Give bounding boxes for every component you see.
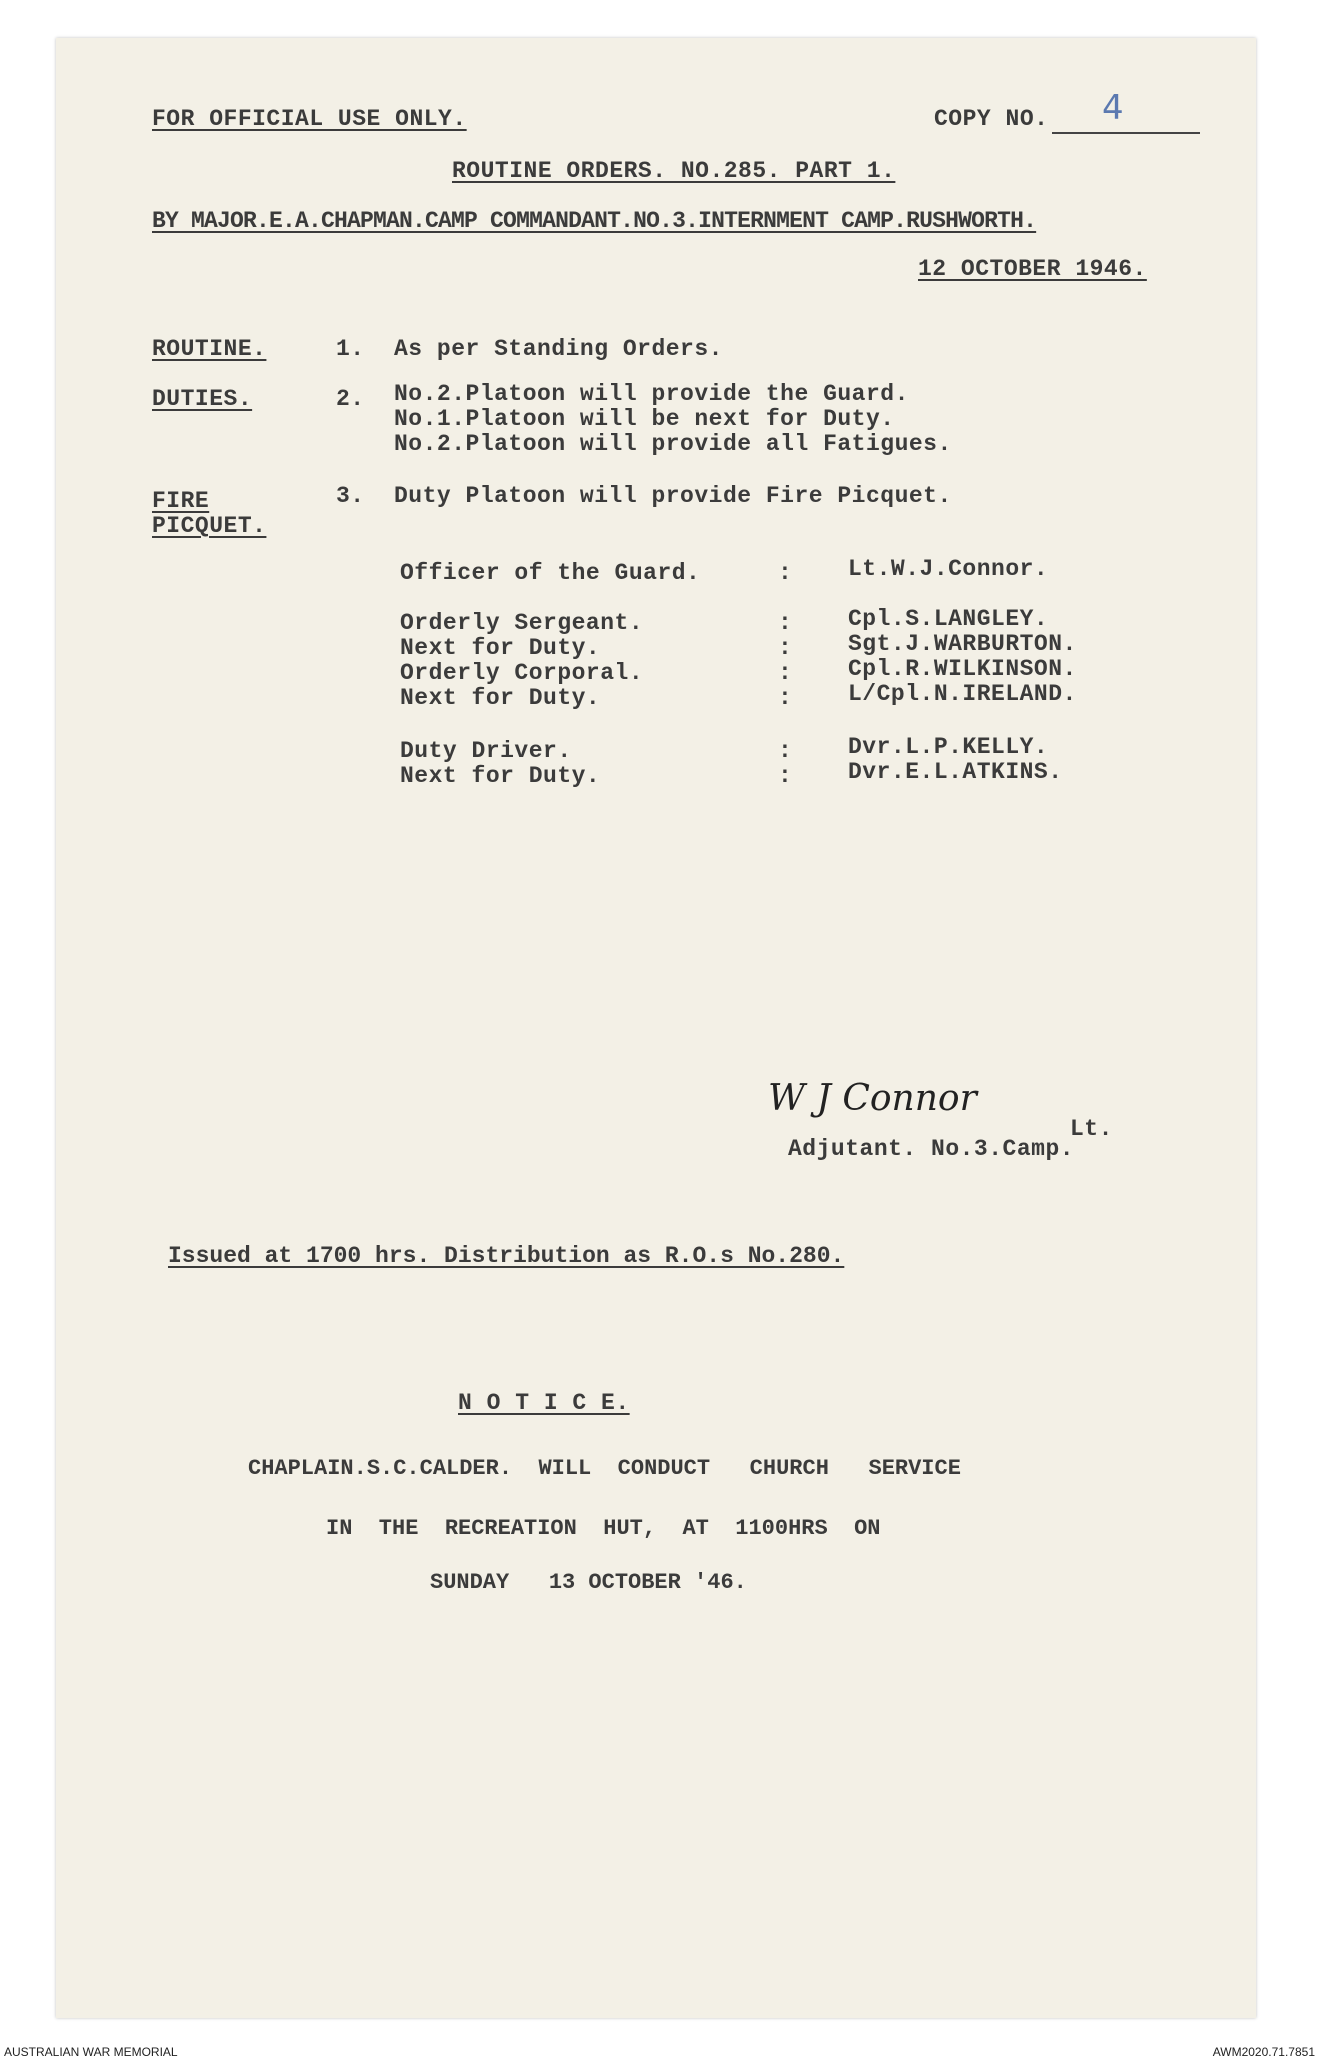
copy-number-line xyxy=(1052,132,1200,134)
notice-heading: N O T I C E. xyxy=(458,1390,630,1416)
roster-separator: : xyxy=(778,560,793,586)
copy-number-value: 4 xyxy=(1102,88,1124,128)
roster-role: Next for Duty. xyxy=(400,685,601,711)
roster-separator: : xyxy=(778,685,793,711)
document-date: 12 OCTOBER 1946. xyxy=(918,256,1147,282)
roster-name: L/Cpl.N.IRELAND. xyxy=(848,681,1077,707)
routine-number: 1. xyxy=(336,336,365,362)
roster-role: Officer of the Guard. xyxy=(400,560,701,586)
document-title: ROUTINE ORDERS. NO.285. PART 1. xyxy=(452,158,896,184)
footer-source: AUSTRALIAN WAR MEMORIAL xyxy=(4,2045,178,2059)
roster-separator: : xyxy=(778,660,793,686)
roster-name: Cpl.R.WILKINSON. xyxy=(848,656,1077,682)
fire-number: 3. xyxy=(336,483,365,509)
roster-role: Orderly Corporal. xyxy=(400,660,644,686)
roster-name: Cpl.S.LANGLEY. xyxy=(848,606,1049,632)
duties-line: No.2.Platoon will provide the Guard. xyxy=(394,381,909,407)
duties-line: No.1.Platoon will be next for Duty. xyxy=(394,406,895,432)
signature-rank: Lt. xyxy=(1070,1116,1113,1142)
roster-name: Dvr.E.L.ATKINS. xyxy=(848,759,1063,785)
roster-role: Orderly Sergeant. xyxy=(400,610,644,636)
duties-line: No.2.Platoon will provide all Fatigues. xyxy=(394,431,952,457)
fire-text: Duty Platoon will provide Fire Picquet. xyxy=(394,483,952,509)
signature-title: Adjutant. No.3.Camp. xyxy=(788,1136,1075,1162)
roster-separator: : xyxy=(778,635,793,661)
notice-line: IN THE RECREATION HUT, AT 1100HRS ON xyxy=(326,1516,881,1541)
by-line: BY MAJOR.E.A.CHAPMAN.CAMP COMMANDANT.NO.3.INTERNMENT CAMP.RUSHWORTH. xyxy=(152,208,1037,234)
notice-line: SUNDAY 13 OCTOBER '46. xyxy=(430,1570,747,1595)
copy-number-label: COPY NO. xyxy=(934,106,1049,132)
roster-separator: : xyxy=(778,610,793,636)
roster-role: Next for Duty. xyxy=(400,763,601,789)
routine-heading: ROUTINE. xyxy=(152,336,267,362)
signature: W J Connor xyxy=(768,1078,977,1119)
roster-role: Duty Driver. xyxy=(400,738,572,764)
fire-heading: FIRE xyxy=(152,488,210,514)
issued-line: Issued at 1700 hrs. Distribution as R.O.s No.280. xyxy=(168,1243,845,1269)
roster-name: Lt.W.J.Connor. xyxy=(848,556,1049,582)
roster-role: Next for Duty. xyxy=(400,635,601,661)
roster-separator: : xyxy=(778,738,793,764)
routine-text: As per Standing Orders. xyxy=(394,336,723,362)
roster-separator: : xyxy=(778,763,793,789)
footer-reference: AWM2020.71.7851 xyxy=(1212,2045,1315,2059)
duties-number: 2. xyxy=(336,386,365,412)
picquet-heading: PICQUET. xyxy=(152,513,267,539)
document-page xyxy=(56,38,1256,2018)
notice-line: CHAPLAIN.S.C.CALDER. WILL CONDUCT CHURCH SERVICE xyxy=(248,1456,961,1481)
roster-name: Dvr.L.P.KELLY. xyxy=(848,734,1049,760)
roster-name: Sgt.J.WARBURTON. xyxy=(848,631,1077,657)
official-use-label: FOR OFFICIAL USE ONLY. xyxy=(152,106,467,132)
duties-heading: DUTIES. xyxy=(152,386,253,412)
